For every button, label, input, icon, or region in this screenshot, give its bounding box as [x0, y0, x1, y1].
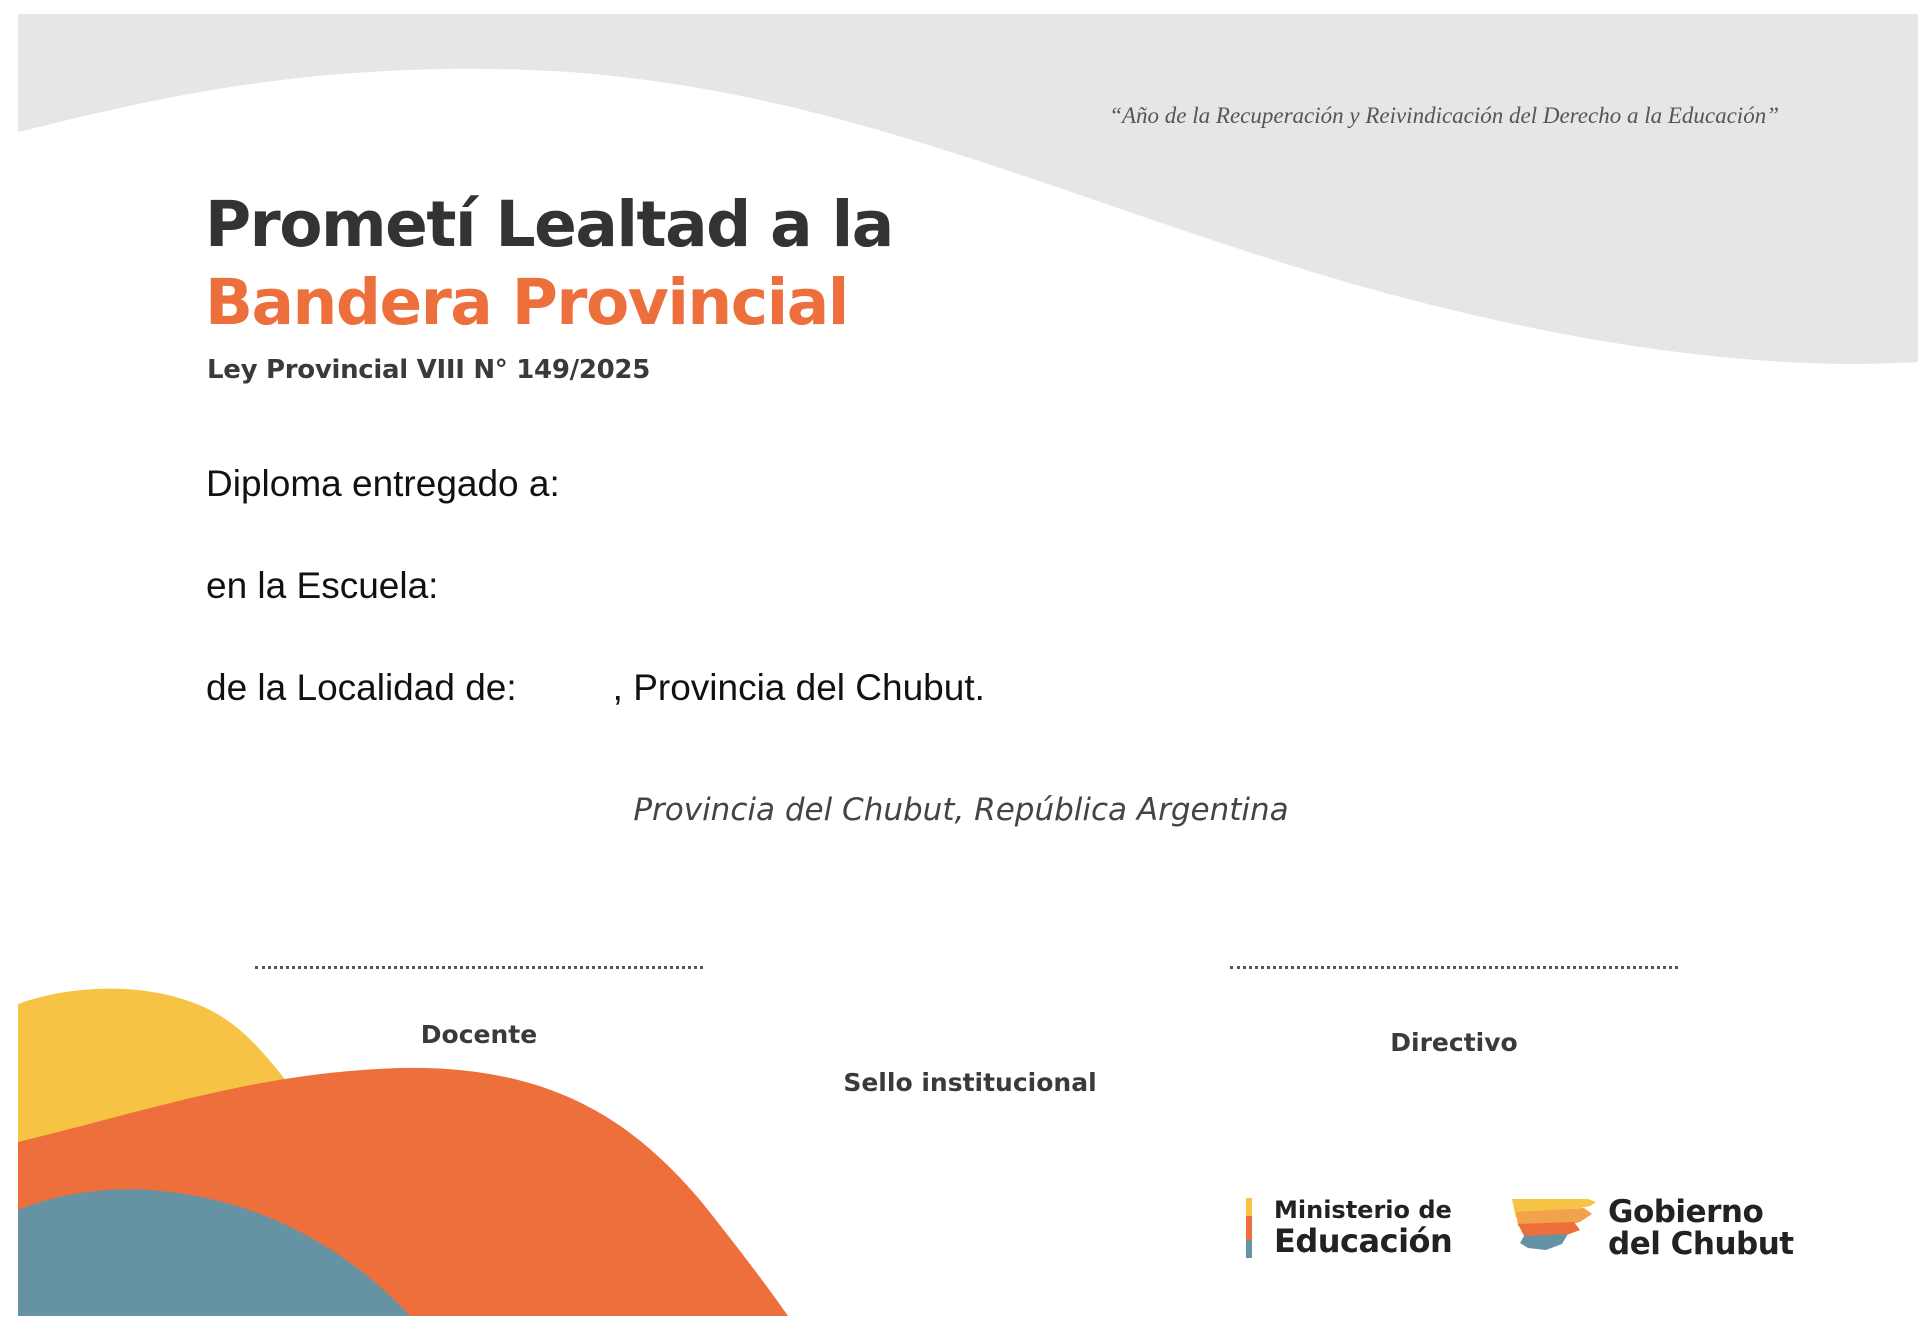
directivo-signature-line	[1230, 966, 1678, 969]
docente-label: Docente	[420, 1020, 538, 1049]
title-line-1: Prometí Lealtad a la	[205, 188, 893, 261]
year-motto: “Año de la Recuperación y Reivindicación del Derecho a la Educación”	[1109, 103, 1779, 128]
docente-signature-line	[255, 966, 703, 969]
diploma-title	[205, 186, 893, 342]
directivo-label: Directivo	[1390, 1028, 1518, 1057]
recipient-label: Diploma entregado a:	[206, 463, 560, 504]
province-suffix: , Provincia del Chubut.	[612, 667, 985, 708]
ministerio-line-1: Ministerio de	[1274, 1196, 1452, 1224]
recipient-field	[206, 463, 560, 505]
place-line: Provincia del Chubut, República Argentina	[633, 792, 1289, 828]
ministerio-line-2: Educación	[1274, 1222, 1453, 1260]
seal-label: Sello institucional	[843, 1068, 1097, 1097]
chubut-map-icon	[1510, 1196, 1600, 1256]
ministerio-color-bar	[1246, 1198, 1252, 1258]
school-field	[206, 565, 438, 607]
school-label: en la Escuela:	[206, 565, 439, 606]
locality-label: de la Localidad de:	[206, 667, 517, 708]
title-line-2: Bandera Provincial	[205, 266, 848, 339]
gobierno-line-1: Gobierno	[1608, 1194, 1764, 1230]
gobierno-line-2: del Chubut	[1608, 1226, 1794, 1262]
locality-field	[206, 667, 985, 709]
law-reference: Ley Provincial VIII N° 149/2025	[207, 355, 650, 385]
